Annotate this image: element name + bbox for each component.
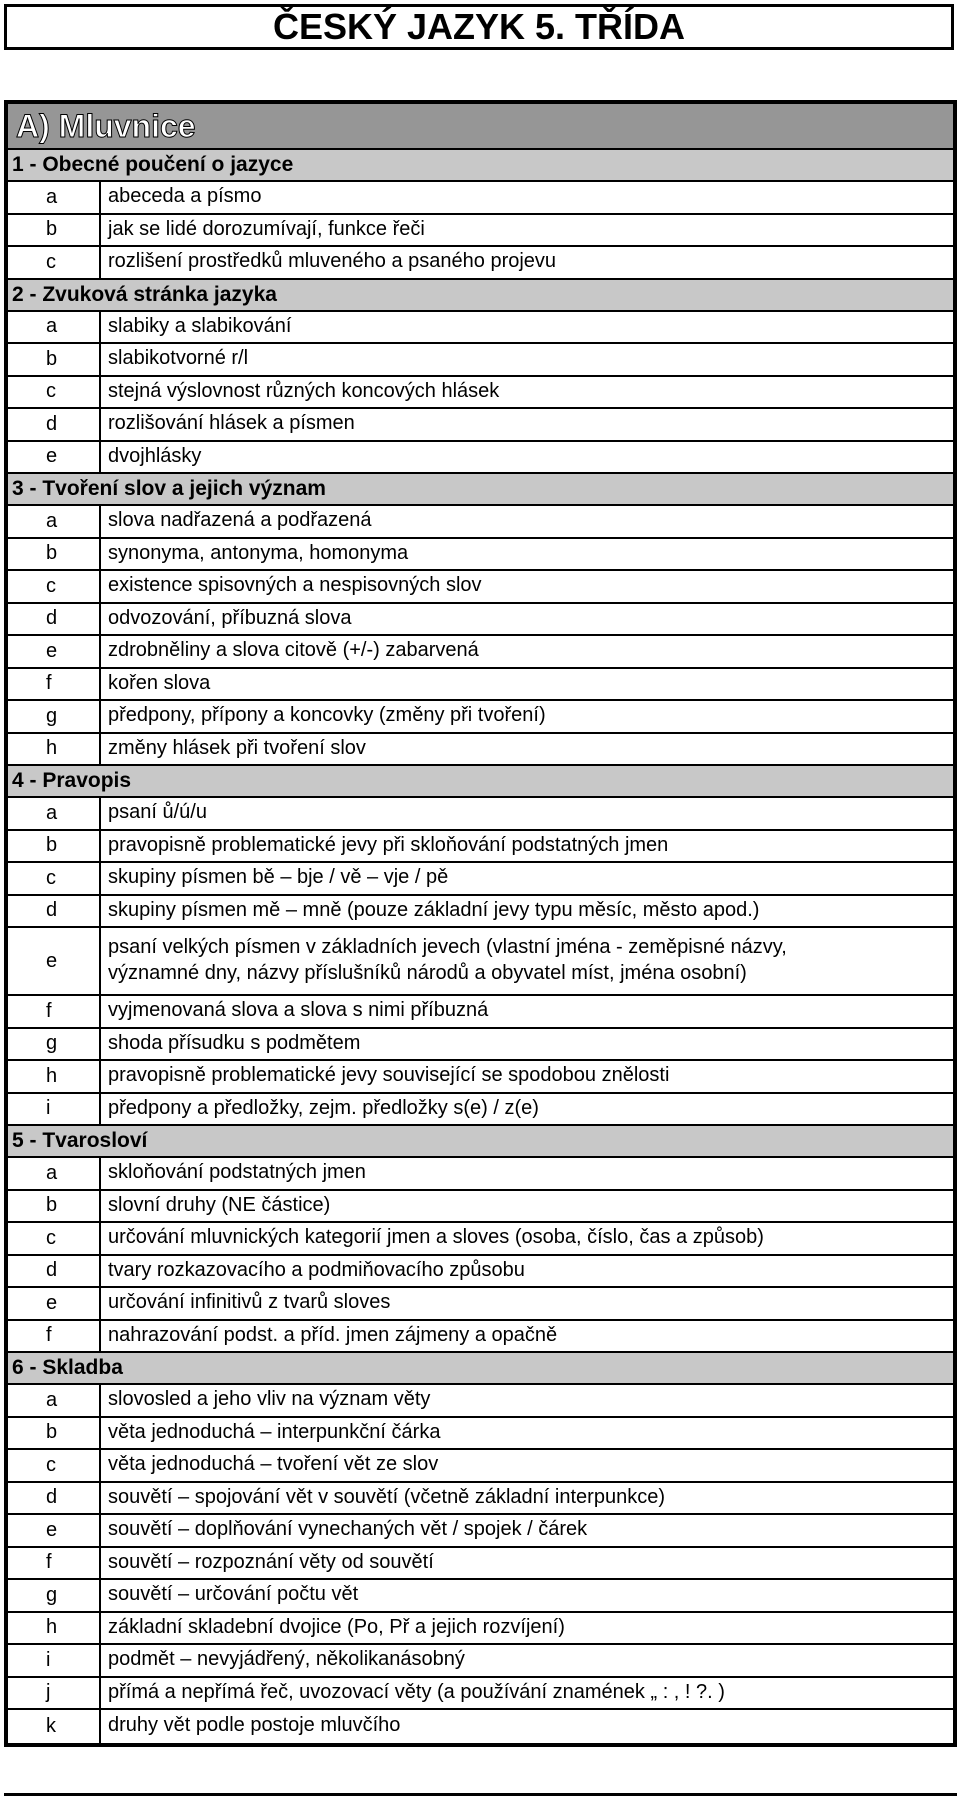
section-header: A) Mluvnice [8,104,953,150]
table-row [8,1645,953,1678]
table-row [8,636,953,669]
item-letter: h [8,1061,101,1092]
table-row [8,996,953,1029]
item-letter: a [8,312,101,343]
table-row [8,1418,953,1451]
item-letter: a [8,1385,101,1416]
item-letter: b [8,344,101,375]
item-text: dvojhlásky [108,444,202,467]
item-text: odvozování, příbuzná slova [108,606,352,629]
table-row [8,377,953,410]
group-heading: 1 - Obecné poučení o jazyce [8,150,953,182]
table-row [8,182,953,215]
table-row [8,1613,953,1646]
item-text: existence spisovných a nespisovných slov [108,574,482,597]
item-letter: c [8,863,101,894]
item-text: změny hlásek při tvoření slov [108,736,366,759]
item-letter: h [8,1613,101,1644]
title-box [4,4,954,50]
item-letter: d [8,1483,101,1514]
item-text: předpony, přípony a koncovky (změny při tvoření) [108,704,546,727]
item-text: souvětí – spojování vět v souvětí (včetně základní interpunkce) [108,1485,665,1508]
table-row [8,1515,953,1548]
table-row [8,1256,953,1289]
table-row [8,1385,953,1418]
item-letter: e [8,1288,101,1319]
group-heading: 3 - Tvoření slov a jejich význam [8,474,953,506]
item-letter: c [8,377,101,408]
item-text: slovní druhy (NE částice) [108,1193,331,1216]
table-row [8,701,953,734]
item-letter: b [8,215,101,246]
item-letter: g [8,701,101,732]
item-letter: a [8,1158,101,1189]
table-row [8,1061,953,1094]
table-row [8,1580,953,1613]
item-letter: f [8,996,101,1027]
item-letter: f [8,669,101,700]
item-text: pravopisně problematické jevy při skloňování podstatných jmen [108,833,669,856]
item-letter: f [8,1321,101,1352]
item-text: abeceda a písmo [108,185,262,208]
item-text: slovosled a jeho vliv na význam věty [108,1388,431,1411]
group-heading: 4 - Pravopis [8,766,953,798]
item-text: shoda přísudku s podmětem [108,1031,361,1054]
item-letter: j [8,1678,101,1709]
item-text: jak se lidé dorozumívají, funkce řeči [108,217,425,240]
item-letter: c [8,1450,101,1481]
item-text: druhy vět podle postoje mluvčího [108,1714,401,1737]
item-text: psaní velkých písmen v základních jevech (vlastní jména - zeměpisné názvy, významné dny, názvy příslušníků národů a obyvatel míst, jména osobní) [108,936,787,984]
item-letter: a [8,506,101,537]
item-letter: i [8,1645,101,1676]
item-letter: d [8,896,101,927]
item-letter: g [8,1029,101,1060]
item-letter: d [8,1256,101,1287]
group-heading: 2 - Zvuková stránka jazyka [8,280,953,312]
item-letter: a [8,798,101,829]
curriculum-table [4,100,957,1747]
item-text: věta jednoduchá – tvoření vět ze slov [108,1453,439,1476]
table-row [8,1029,953,1062]
item-text: předpony a předložky, zejm. předložky s(e) / z(e) [108,1096,539,1119]
table-row [8,798,953,831]
table-row [8,506,953,539]
item-letter: a [8,182,101,213]
table-row [8,1678,953,1711]
item-text: skupiny písmen mě – mně (pouze základní jevy typu měsíc, město apod.) [108,898,760,921]
group-heading: 6 - Skladba [8,1353,953,1385]
table-row [8,247,953,280]
bottom-divider [4,1793,957,1796]
table-row [8,669,953,702]
item-text: určování infinitivů z tvarů sloves [108,1291,391,1314]
item-text: synonyma, antonyma, homonyma [108,541,409,564]
table-row [8,1483,953,1516]
table-row [8,896,953,929]
item-letter: i [8,1094,101,1125]
item-letter: d [8,604,101,635]
item-text: psaní ů/ú/u [108,801,207,824]
table-row [8,409,953,442]
item-text: základní skladební dvojice (Po, Př a jejich rozvíjení) [108,1615,565,1638]
item-letter: e [8,1515,101,1546]
item-letter: e [8,928,101,994]
item-text: vyjmenovaná slova a slova s nimi příbuzná [108,999,489,1022]
item-text: kořen slova [108,671,211,694]
table-row [8,928,953,996]
item-text: podmět – nevyjádřený, několikanásobný [108,1648,465,1671]
table-row [8,1710,953,1743]
item-letter: b [8,539,101,570]
item-text: přímá a nepřímá řeč, uvozovací věty (a používání znamének „ : , ! ?. ) [108,1680,725,1703]
item-text: zdrobněliny a slova citově (+/-) zabarvená [108,639,479,662]
item-text: slova nadřazená a podřazená [108,509,372,532]
item-text: souvětí – určování počtu vět [108,1583,359,1606]
table-row [8,1450,953,1483]
item-letter: g [8,1580,101,1611]
table-row [8,571,953,604]
item-text: stejná výslovnost různých koncových hlásek [108,379,500,402]
item-text: pravopisně problematické jevy související se spodobou znělosti [108,1064,670,1087]
item-letter: b [8,1191,101,1222]
item-letter: e [8,442,101,473]
group-heading: 5 - Tvarosloví [8,1126,953,1158]
item-text: rozlišování hlásek a písmen [108,412,355,435]
item-letter: h [8,734,101,765]
table-row [8,539,953,572]
item-letter: b [8,831,101,862]
table-row [8,1094,953,1127]
table-row [8,1191,953,1224]
item-text: slabikotvorné r/l [108,347,249,370]
item-text: nahrazování podst. a příd. jmen zájmeny a opačně [108,1323,558,1346]
item-letter: f [8,1548,101,1579]
item-text: určování mluvnických kategorií jmen a sloves (osoba, číslo, čas a způsob) [108,1226,764,1249]
item-letter: d [8,409,101,440]
table-row [8,1288,953,1321]
item-letter: c [8,571,101,602]
item-letter: c [8,1223,101,1254]
item-letter: e [8,636,101,667]
table-row [8,1321,953,1354]
table-row [8,831,953,864]
table-row [8,312,953,345]
item-text: souvětí – doplňování vynechaných vět / spojek / čárek [108,1518,588,1541]
table-row [8,344,953,377]
table-row [8,1158,953,1191]
item-text: souvětí – rozpoznání věty od souvětí [108,1550,434,1573]
item-letter: b [8,1418,101,1449]
item-letter: c [8,247,101,278]
item-text: slabiky a slabikování [108,314,292,337]
table-row [8,1548,953,1581]
table-row [8,604,953,637]
table-row [8,215,953,248]
table-row [8,442,953,475]
table-row [8,1223,953,1256]
item-text: rozlišení prostředků mluveného a psaného projevu [108,250,557,273]
page-title: ČESKÝ JAZYK 5. TŘÍDA [272,6,686,47]
table-row [8,863,953,896]
item-text: věta jednoduchá – interpunkční čárka [108,1420,441,1443]
item-text: skloňování podstatných jmen [108,1161,366,1184]
table-row [8,734,953,767]
item-text: tvary rozkazovacího a podmiňovacího způsobu [108,1258,525,1281]
item-letter: k [8,1710,101,1743]
item-text: skupiny písmen bě – bje / vě – vje / pě [108,866,449,889]
